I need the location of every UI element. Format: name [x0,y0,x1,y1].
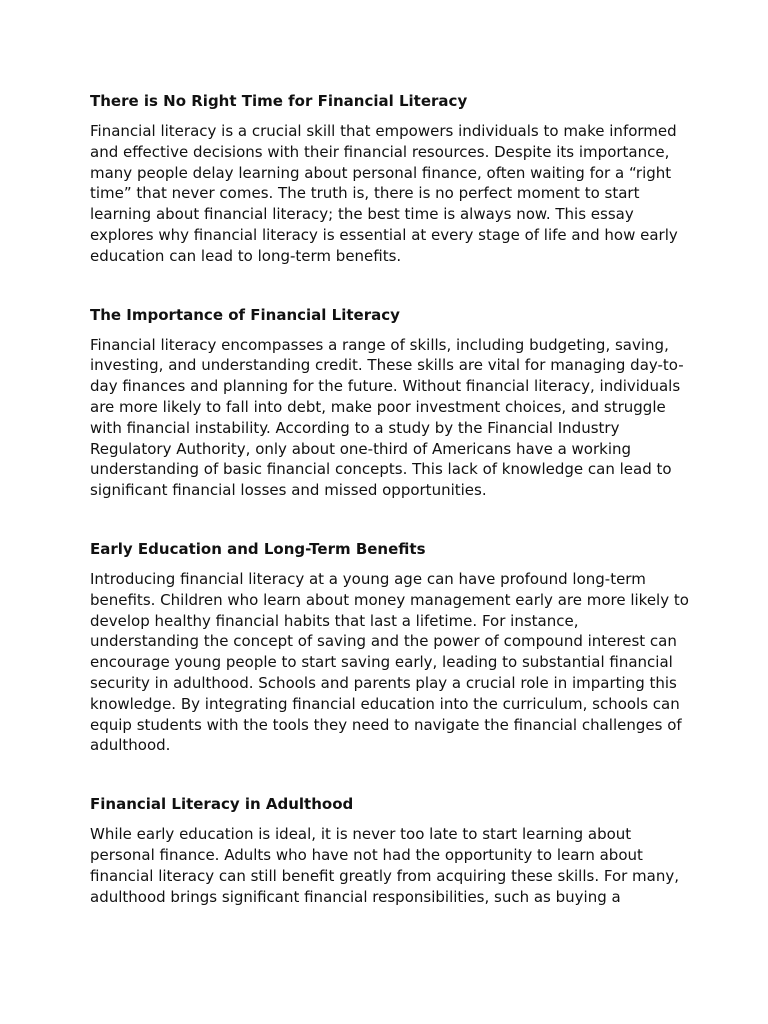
section-paragraph: Financial literacy is a crucial skill that empowers individuals to make informed and effective decisions with their financial resources. Despite its importance, many people delay learning about personal finance, often waiting for a “right time” that never comes. The truth is, there is no perfect moment to start learning about financial literacy; the best time is always now. This essay explores why financial literacy is essential at every stage of life and how early education can lead to long-term benefits. [90,122,678,265]
section-importance [90,304,690,501]
section-heading: There is No Right Time for Financial Literacy [90,92,468,110]
section-heading: Early Education and Long-Term Benefits [90,539,426,558]
section-early-education [90,538,690,756]
section-paragraph: Introducing financial literacy at a young age can have profound long-term benefits. Children who learn about money management early are more likely to develop healthy financial habits that last a lifetime. For instance, understanding the concept of saving and the power of compound interest can encourage young people to start saving early, leading to substantial financial security in adulthood. Schools and parents play a crucial role in imparting this knowledge. By integrating financial education into the curriculum, schools can equip students with the tools they need to navigate the financial challenges of adulthood. [90,569,689,755]
section-paragraph: Financial literacy encompasses a range of skills, including budgeting, saving, investing, and understanding credit. These skills are vital for managing day-to-day finances and planning for the future. Without financial literacy, individuals are more likely to fall into debt, make poor investment choices, and struggle with financial instability. According to a study by the Financial Industry Regulatory Authority, only about one-third of Americans have a working understanding of basic financial concepts. This lack of knowledge can lead to significant financial losses and missed opportunities. [90,335,684,500]
section-paragraph: While early education is ideal, it is never too late to start learning about personal finance. Adults who have not had the opportunity to learn about financial literacy can still benefit greatly from acquiring these skills. For many, adulthood brings significant financial responsibilities, such as buying a [90,825,680,906]
section-adulthood [90,793,690,907]
section-intro [90,90,690,267]
section-heading: The Importance of Financial Literacy [90,305,400,324]
document-page [90,90,690,907]
section-heading: Financial Literacy in Adulthood [90,795,354,814]
